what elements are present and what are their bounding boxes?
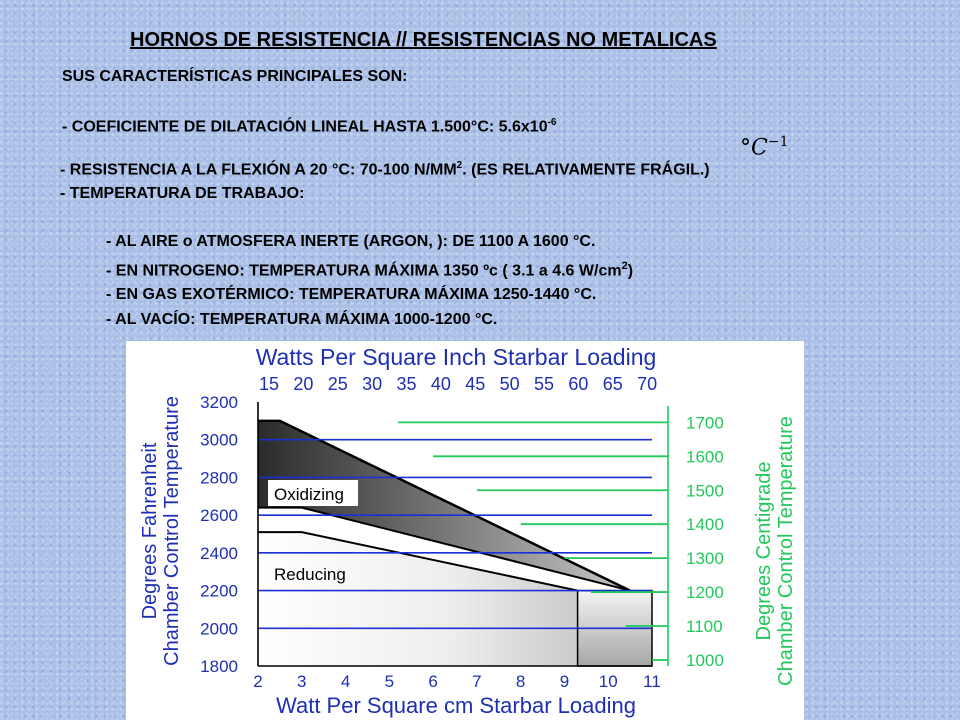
x-tick-label: 6: [428, 672, 438, 691]
x-tick-label: 2: [253, 672, 263, 691]
chart-svg: [126, 341, 804, 720]
top-tick-label: 20: [293, 374, 314, 394]
top-tick-label: 50: [499, 374, 520, 394]
bullet-aire: - AL AIRE o ATMOSFERA INERTE (ARGON, ): DE 1100 A 1600 °C.: [106, 233, 596, 250]
top-tick-label: 55: [533, 374, 554, 394]
y-axis-label-fahrenheit: Degrees Fahrenheit: [139, 442, 161, 620]
x-tick-label: 4: [340, 672, 351, 691]
page-title: [130, 29, 717, 52]
x-tick-label: 5: [384, 672, 395, 691]
top-tick-label: 40: [430, 374, 451, 394]
y-tick-label-centigrade: 1000: [686, 650, 724, 670]
bullet-exotermico: - EN GAS EXOTÉRMICO: TEMPERATURA MÁXIMA 1250-1440 °C.: [106, 286, 597, 303]
top-tick-label: 25: [327, 374, 348, 394]
y-tick-label-centigrade: 1700: [686, 413, 724, 433]
y-tick-label-centigrade: 1100: [686, 617, 723, 637]
oxidizing-label: Oxidizing: [274, 485, 344, 504]
flexion-text: - RESISTENCIA A LA FLEXIÓN A 20 °C: 70-100 N/MM: [60, 161, 457, 179]
y-tick-label-fahrenheit: 2400: [200, 543, 238, 563]
y-tick-label-centigrade: 1400: [686, 515, 724, 535]
top-tick-label: 70: [637, 374, 658, 394]
line-dilatacion: [62, 117, 557, 136]
x-tick-label: 3: [297, 672, 307, 691]
line-flexion: [60, 160, 710, 179]
starbar-loading-chart: [126, 341, 804, 720]
bullet-vacio: - AL VACÍO: TEMPERATURA MÁXIMA 1000-1200 °C.: [106, 311, 498, 328]
x-axis-label: Watt Per Square cm Starbar Loading: [276, 693, 636, 718]
flexion-exponent: 2: [456, 160, 463, 171]
y-tick-label-fahrenheit: 2000: [200, 619, 238, 639]
x-tick-label: 11: [643, 672, 661, 691]
x-tick-label: 9: [559, 672, 570, 691]
reducing-label: Reducing: [274, 565, 346, 584]
y-tick-label-centigrade: 1600: [686, 447, 724, 467]
top-tick-label: 30: [362, 374, 383, 394]
y-tick-label-fahrenheit: 3000: [200, 430, 238, 450]
y-tick-label-fahrenheit: 3200: [200, 393, 238, 412]
top-tick-label: 35: [396, 374, 417, 394]
line-temperatura: - TEMPERATURA DE TRABAJO:: [60, 185, 305, 202]
dilatacion-exponent: -6: [547, 117, 557, 128]
celsius-unit: °C: [740, 135, 768, 161]
celsius-exponent: −1: [767, 134, 789, 150]
celsius-inverse-unit: [740, 134, 788, 160]
y-tick-label-centigrade: 1300: [686, 549, 724, 569]
top-tick-label: 15: [258, 374, 280, 394]
y-tick-label-centigrade: 1500: [686, 481, 724, 501]
y-tick-label-centigrade: 1200: [686, 583, 724, 603]
nitrogeno-exponent: 2: [621, 260, 628, 272]
y-tick-label-fahrenheit: 2600: [200, 506, 238, 526]
y-tick-label-fahrenheit: 1800: [200, 657, 238, 676]
page-title-text: HORNOS DE RESISTENCIA // RESISTENCIAS NO METALICAS: [130, 29, 717, 51]
bullet-nitrogeno: [106, 260, 633, 280]
top-tick-label: 45: [465, 374, 486, 394]
nitrogeno-close: ): [627, 262, 634, 280]
top-tick-label: 60: [568, 374, 589, 394]
y-axis-label-chamber-left: Chamber Control Temperature: [161, 396, 183, 666]
x-tick-label: 8: [515, 672, 526, 691]
flexion-note: . (ES RELATIVAMENTE FRÁGIL.): [462, 161, 710, 179]
y-axis-label-chamber-right: Chamber Control Temperature: [775, 416, 797, 686]
nitrogeno-text: - EN NITROGENO: TEMPERATURA MÁXIMA 1350 ºc ( 3.1 a 4.6 W/cm: [106, 262, 622, 280]
y-tick-label-fahrenheit: 2800: [200, 468, 238, 488]
subtitle: SUS CARACTERÍSTICAS PRINCIPALES SON:: [62, 68, 408, 85]
y-axis-label-centigrade: Degrees Centigrade: [753, 461, 775, 641]
dilatacion-text: - COEFICIENTE DE DILATACIÓN LINEAL HASTA 1.500°C: 5.6x10: [62, 118, 548, 136]
x-tick-label: 7: [472, 672, 482, 691]
y-tick-label-fahrenheit: 2200: [200, 581, 238, 601]
x-tick-label: 10: [598, 672, 618, 691]
top-tick-label: 65: [602, 374, 623, 394]
chart-title: Watts Per Square Inch Starbar Loading: [255, 344, 657, 370]
